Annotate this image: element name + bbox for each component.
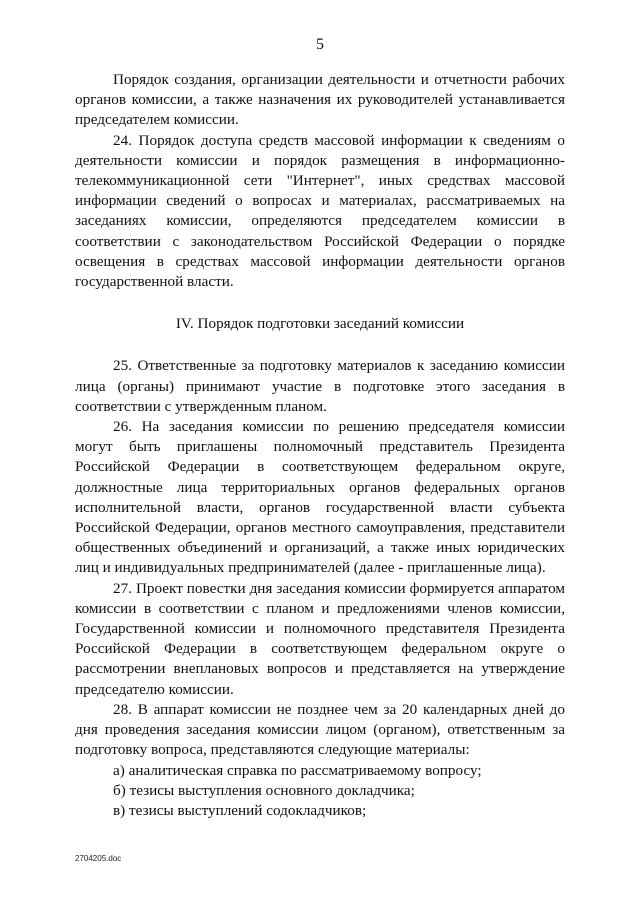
paragraph-working-bodies: Порядок создания, организации деятельности и отчетности рабочих органов комиссии, а также назначения их руководителей устанавливается председателем комиссии. <box>75 71 565 129</box>
paragraph-25: 25. Ответственные за подготовку материалов к заседанию комиссии лица (органы) принимают участие в подготовке этого заседания в соответствии с утвержденным планом. <box>75 357 565 415</box>
list-item-v: в) тезисы выступлений содокладчиков; <box>113 801 367 819</box>
page-number: 5 <box>316 36 324 53</box>
paragraph-24: 24. Порядок доступа средств массовой информации к сведениям о деятельности комиссии и порядок размещения в информационно-телекоммуникационной сети "Интернет", иных средствах массовой информации сведений о вопросах и материалах, рассматриваемых на заседаниях комиссии, определяются председателем комиссии в соответствии с законодательством Российской Федерации о порядке освещения в средствах массовой информации деятельности органов государственной власти. <box>75 131 565 291</box>
list-item-a: а) аналитическая справка по рассматриваемому вопросу; <box>113 761 482 779</box>
paragraph-26: 26. На заседания комиссии по решению председателя комиссии могут быть приглашены полномочный представитель Президента Российской Федерации в соответствующем федеральном округе, должностные лица территориальных органов федеральных органов исполнительной власти, органов государственной власти субъекта Российской Федерации, органов местного самоуправления, представители общественных объединений и организаций, а также иных юридических лиц и индивидуальных предпринимателей (далее - приглашенные лица). <box>75 418 565 577</box>
paragraph-28: 28. В аппарат комиссии не позднее чем за 20 календарных дней до дня проведения заседания комиссии лицом (органом), ответственным за подготовку вопроса, представляются следующие материалы: <box>75 700 565 759</box>
section-heading: IV. Порядок подготовки заседаний комиссии <box>175 315 465 333</box>
list-item-b: б) тезисы выступления основного докладчика; <box>113 781 415 799</box>
footer-file-code: 2704205.doc <box>75 854 122 863</box>
paragraph-27: 27. Проект повестки дня заседания комиссии формируется аппаратом комиссии в соответствии с планом и предложениями членов комиссии, Государственной комиссии и полномочного представителя Президента Российской Федерации в соответствующем федеральном округе о рассмотрении внеплановых вопросов и представляется на утверждение председателю комиссии. <box>75 579 565 698</box>
document-body <box>75 70 565 821</box>
